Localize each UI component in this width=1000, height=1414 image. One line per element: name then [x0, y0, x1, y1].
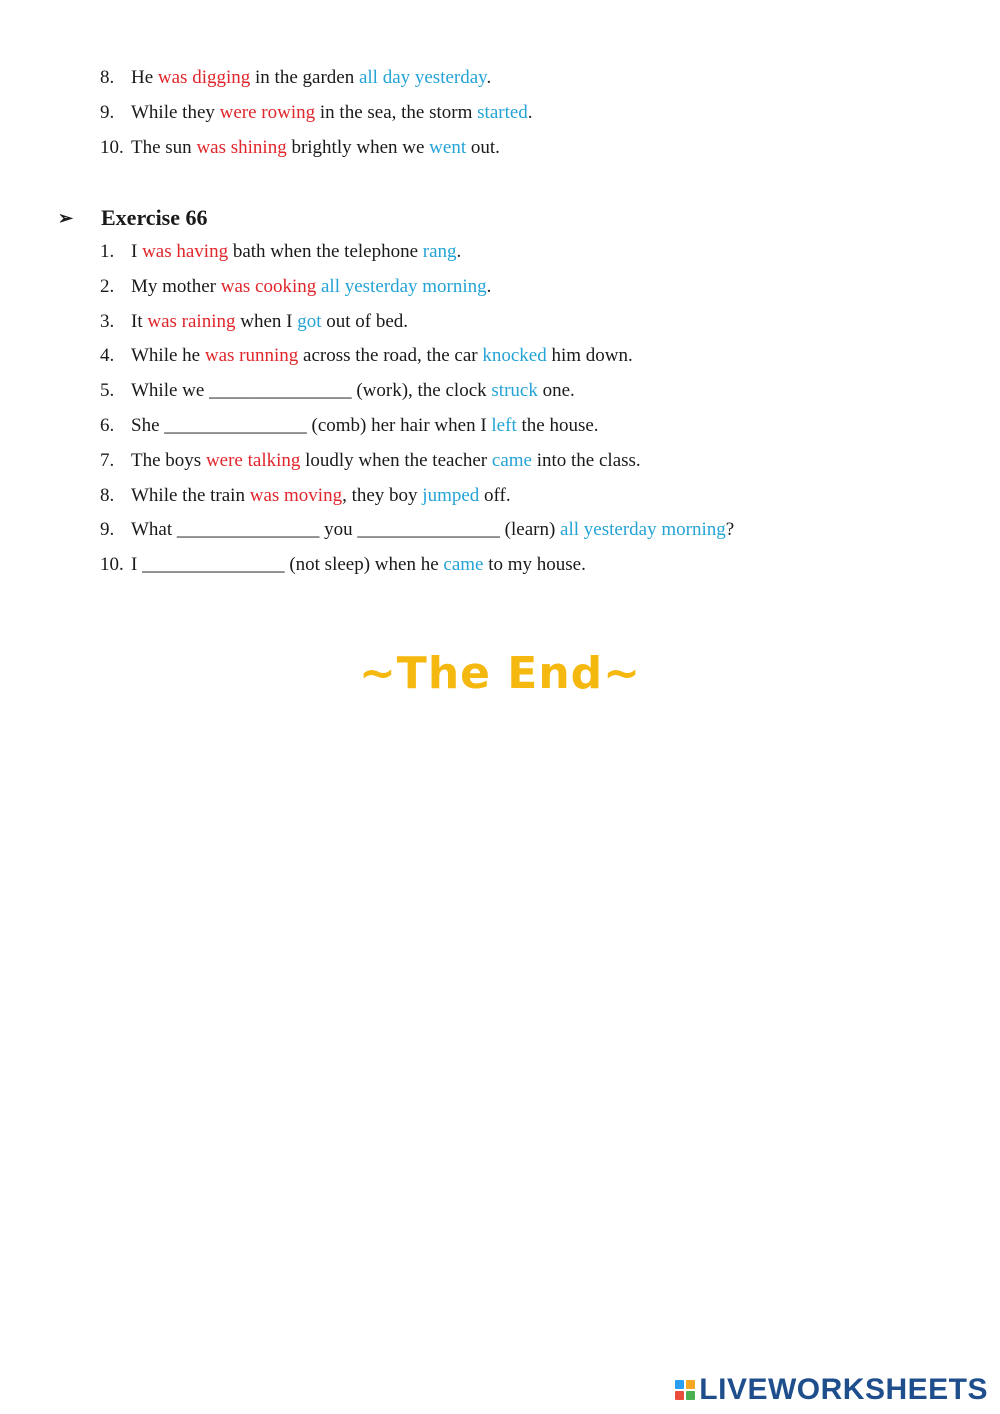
sentence-item — [100, 409, 734, 444]
answer-verb-past-continuous: were rowing — [219, 101, 316, 123]
sentence-text: the house. — [516, 414, 599, 436]
sentence-text: him down. — [546, 345, 633, 367]
logo-square — [675, 1380, 684, 1389]
sentence-text: While the train — [131, 484, 250, 506]
answer-time-or-past-simple: came — [443, 554, 484, 576]
sentence-text: loudly when the teacher — [300, 449, 492, 471]
sentence-text: across the road, the car — [298, 345, 483, 367]
item-number: 10. — [100, 554, 124, 576]
sentence-text: to my house. — [483, 554, 586, 576]
sentence-text: out of bed. — [321, 310, 409, 332]
answer-time-or-past-simple: jumped — [422, 484, 480, 506]
item-number: 5. — [100, 380, 115, 402]
sentence-text: (comb) her hair when I — [306, 414, 492, 436]
answer-time-or-past-simple: got — [297, 310, 322, 332]
item-number: 6. — [100, 414, 115, 436]
sentence-item — [100, 270, 734, 305]
answer-time-or-past-simple: left — [491, 414, 517, 436]
answer-verb-past-continuous: was having — [142, 241, 229, 262]
sentence-item — [100, 131, 533, 166]
item-number: 9. — [100, 519, 115, 541]
arrow-bullet-icon: ➢ — [58, 208, 74, 228]
exercise-heading — [58, 202, 208, 234]
sentence-text: . — [527, 101, 533, 123]
sentence-text: when I — [235, 310, 298, 332]
item-number: 4. — [100, 345, 115, 367]
item-number: 3. — [100, 310, 115, 332]
sentence-text: in the sea, the storm — [315, 101, 478, 123]
brand-name: LIVEWORKSHEETS — [699, 1373, 988, 1406]
answer-time-or-past-simple: went — [429, 136, 467, 158]
item-number: 8. — [100, 67, 115, 88]
answer-time-or-past-simple: all yesterday morning — [560, 519, 726, 541]
sentence-text: The sun — [131, 136, 197, 158]
sentence-text: The boys — [131, 449, 206, 471]
sentence-text: , they boy — [342, 484, 423, 506]
the-end-banner: ~The End~ — [358, 648, 642, 699]
sentence-text: While he — [131, 345, 205, 367]
answer-verb-past-continuous: was running — [204, 345, 299, 367]
answer-verb-past-continuous: was raining — [147, 310, 236, 332]
fill-in-blank[interactable]: _______________ — [164, 414, 307, 436]
sentence-text: one. — [537, 380, 575, 402]
sentence-text: While we — [131, 380, 210, 402]
sentence-text: I — [131, 554, 143, 576]
logo-square — [686, 1391, 695, 1400]
sentence-text: bath when the telephone — [228, 241, 423, 262]
item-number: 8. — [100, 484, 115, 506]
logo-square — [686, 1380, 695, 1389]
sentence-item — [100, 548, 734, 583]
sentence-text: off. — [479, 484, 511, 506]
answer-verb-past-continuous: was cooking — [220, 275, 317, 297]
sentence-text: (not sleep) when he — [284, 554, 444, 576]
answer-verb-past-continuous: was digging — [157, 67, 251, 88]
sentence-text: (learn) — [499, 519, 561, 541]
item-number: 10. — [100, 136, 124, 158]
sentence-text: . — [486, 275, 492, 297]
fill-in-blank[interactable]: _______________ — [142, 554, 285, 576]
item-number: 9. — [100, 101, 115, 123]
answer-time-or-past-simple: came — [491, 449, 532, 471]
fill-in-blank[interactable]: _______________ — [209, 380, 352, 402]
exercise-title: Exercise 66 — [101, 205, 208, 230]
answer-verb-past-continuous: was moving — [249, 484, 343, 506]
sentence-text: My mother — [131, 275, 221, 297]
answer-time-or-past-simple: rang — [422, 241, 457, 262]
sentence-text: . — [456, 241, 462, 262]
answer-time-or-past-simple: knocked — [482, 345, 547, 367]
liveworksheets-logo-icon — [675, 1380, 695, 1400]
sentence-text: brightly when we — [286, 136, 430, 158]
sentence-item — [100, 305, 734, 340]
answer-verb-past-continuous: was shining — [196, 136, 287, 158]
sentence-item — [100, 479, 734, 514]
logo-square — [675, 1391, 684, 1400]
sentence-text: While they — [131, 101, 220, 123]
exercise-66-list — [100, 235, 734, 583]
sentence-item — [100, 444, 734, 479]
sentence-item — [100, 339, 734, 374]
answer-verb-past-continuous: were talking — [205, 449, 301, 471]
answer-time-or-past-simple: struck — [491, 380, 538, 402]
sentence-text: . — [486, 67, 492, 88]
liveworksheets-brand — [675, 1372, 988, 1408]
sentence-item — [100, 96, 533, 131]
sentence-text: into the class. — [531, 449, 641, 471]
sentence-text: out. — [466, 136, 500, 158]
sentence-text: ? — [725, 519, 735, 541]
sentence-item — [100, 513, 734, 548]
fill-in-blank[interactable]: _______________ — [176, 519, 320, 541]
exercise-65-continued-list — [100, 61, 533, 165]
sentence-text: (work), the clock — [351, 380, 492, 402]
sentence-text: I — [131, 241, 143, 262]
sentence-text: in the garden — [250, 67, 359, 88]
sentence-item — [100, 374, 734, 409]
item-number: 1. — [100, 241, 115, 262]
sentence-text: you — [319, 519, 358, 541]
sentence-item — [100, 235, 734, 270]
sentence-text: It — [131, 310, 148, 332]
sentence-text: He — [131, 67, 158, 88]
answer-time-or-past-simple: all day yesterday — [358, 67, 487, 88]
sentence-text: What — [131, 519, 177, 541]
item-number: 2. — [100, 275, 115, 297]
answer-time-or-past-simple: all yesterday morning — [320, 275, 487, 297]
item-number: 7. — [100, 449, 115, 471]
answer-time-or-past-simple: started — [477, 101, 528, 123]
fill-in-blank[interactable]: _______________ — [357, 519, 500, 541]
sentence-item — [100, 61, 533, 96]
sentence-text: She — [131, 414, 165, 436]
